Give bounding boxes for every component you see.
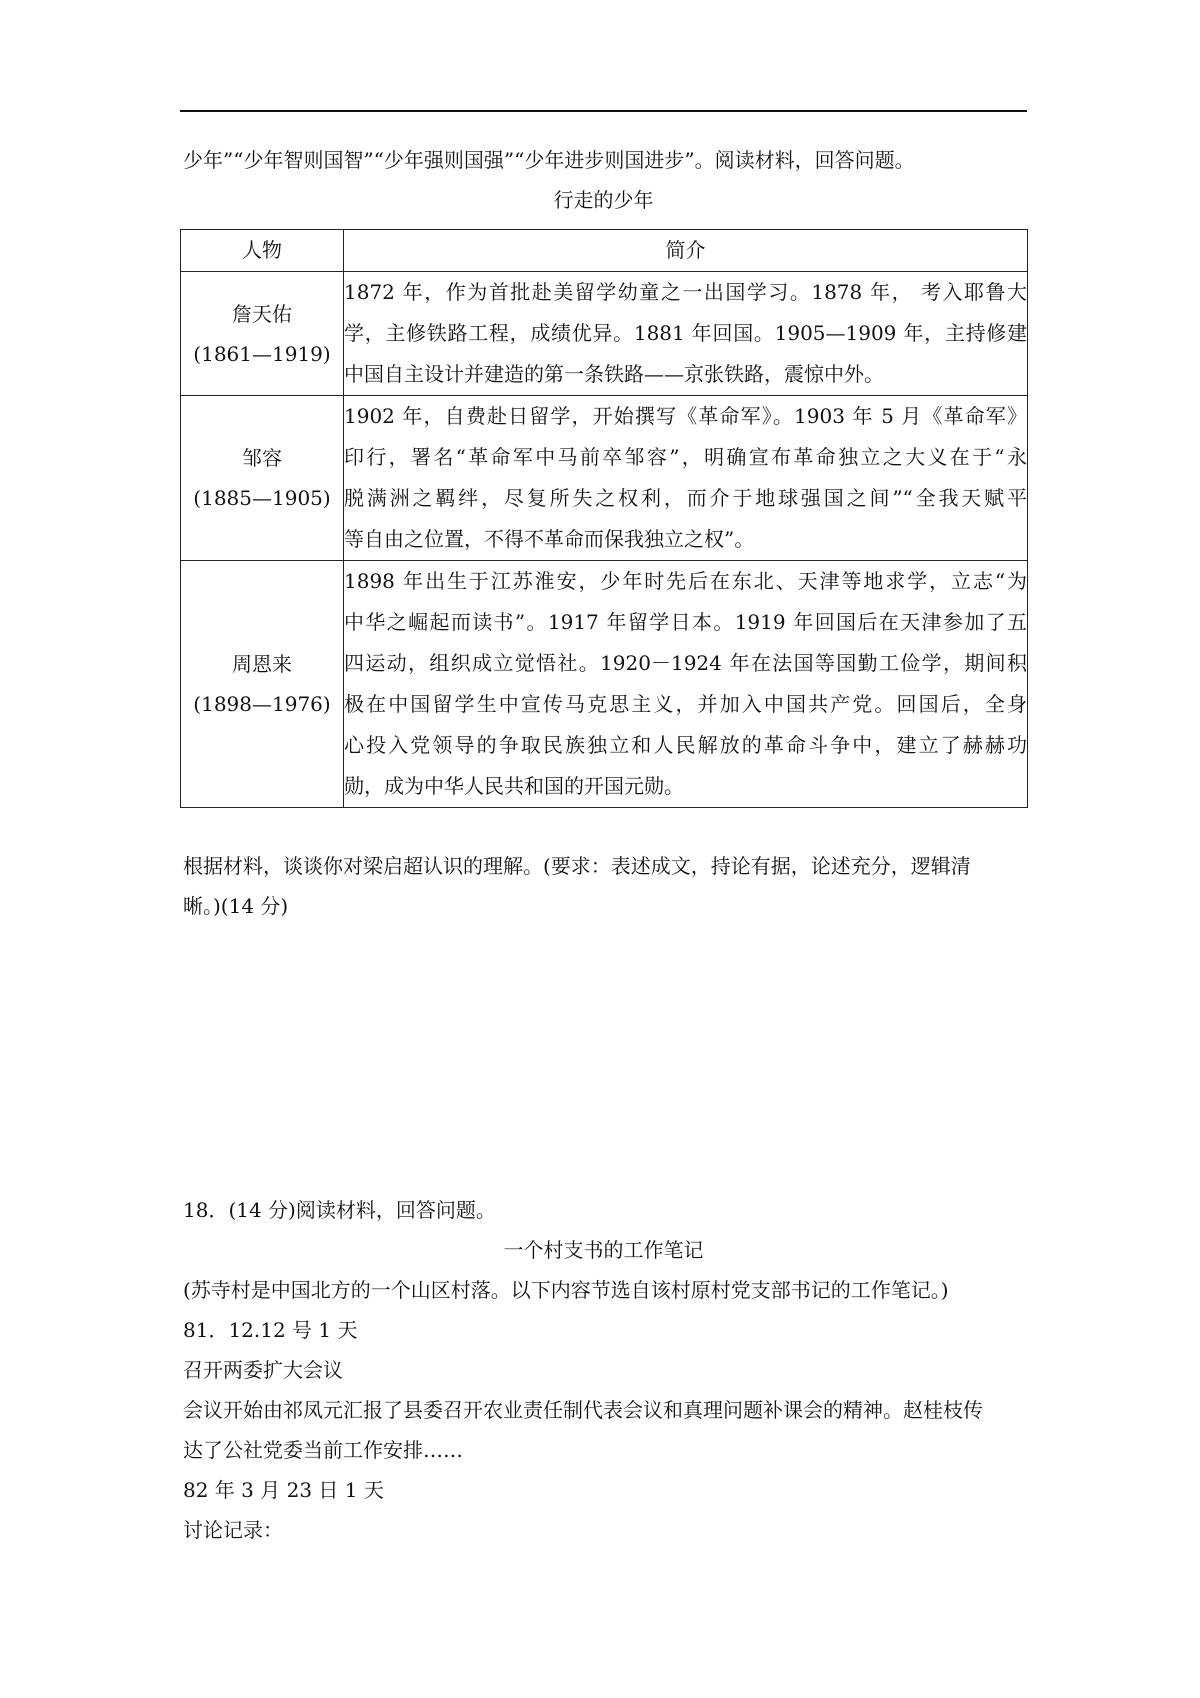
note-entry-date: 81．12.12 号 1 天	[183, 1318, 358, 1342]
continuation-text: 少年”“少年智则国智”“少年强则国强”“少年进步则国进步”。阅读材料，回答问题。	[183, 148, 915, 172]
intro-line: 勋，成为中华人民共和国的开国元勋。	[344, 774, 684, 798]
table-row	[181, 396, 1028, 561]
person-years: (1898—1976)	[193, 692, 331, 716]
biography-table	[180, 229, 1028, 808]
intro-line: 1872 年，作为首批赴美留学幼童之一出国学习。1878 年， 考入耶鲁大	[344, 280, 1027, 304]
intro-line: 中华之崛起而读书”。1917 年留学日本。1919 年回国后在天津参加了五	[344, 610, 1027, 634]
intro-line: 脱满洲之羁绊，尽复所失之权利，而介于地球强国之间”“全我天赋平	[344, 486, 1027, 510]
intro-line: 四运动，组织成立觉悟社。1920－1924 年在法国等国勤工俭学，期间积	[344, 651, 1027, 675]
header-intro: 简介	[344, 230, 1028, 272]
question-17-prompt: 根据材料，谈谈你对梁启超认识的理解。(要求：表述成文，持论有据，论述充分，逻辑清	[183, 854, 971, 878]
intro-line: 中国自主设计并建造的第一条铁路——京张铁路，震惊中外。	[344, 362, 884, 386]
intro-cell	[344, 561, 1028, 808]
question-18-note: (苏寺村是中国北方的一个山区村落。以下内容节选自该村原村党支部书记的工作笔记。)	[183, 1278, 949, 1302]
person-years: (1885—1905)	[193, 486, 331, 510]
person-cell	[181, 561, 344, 808]
note-entry-date: 82 年 3 月 23 日 1 天	[183, 1478, 384, 1502]
question-18-title: 一个村支书的工作笔记	[503, 1238, 704, 1262]
person-cell	[181, 272, 344, 396]
intro-line: 等自由之位置，不得不革命而保我独立之权”。	[344, 527, 755, 551]
person-name: 詹天佑	[232, 301, 292, 326]
intro-cell	[344, 396, 1028, 561]
intro-line: 心投入党领导的争取民族独立和人民解放的革命斗争中，建立了赫赫功	[344, 733, 1027, 757]
table-row	[181, 561, 1028, 808]
question-17-prompt-end: 晰。)(14 分)	[183, 894, 289, 918]
person-name: 邹容	[242, 446, 282, 470]
intro-line: 1898 年出生于江苏淮安，少年时先后在东北、天津等地求学，立志“为	[344, 569, 1027, 593]
intro-line: 印行，署名“革命军中马前卒邹容”，明确宣布革命独立之大义在于“永	[344, 445, 1027, 469]
question-18-intro: 18．(14 分)阅读材料，回答问题。	[183, 1198, 496, 1222]
intro-line: 学，主修铁路工程，成绩优异。1881 年回国。1905—1909 年，主持修建	[344, 321, 1027, 345]
note-entry-body: 达了公社党委当前工作安排……	[183, 1438, 463, 1462]
person-years: (1861—1919)	[193, 341, 331, 366]
intro-line: 极在中国留学生中宣传马克思主义，并加入中国共产党。回国后，全身	[344, 692, 1027, 716]
header-rule	[180, 110, 1027, 112]
table-title: 行走的少年	[553, 188, 654, 212]
header-person: 人物	[181, 230, 344, 272]
table-header-row	[181, 230, 1028, 272]
person-name: 周恩来	[232, 652, 292, 676]
note-entry-title: 召开两委扩大会议	[183, 1358, 343, 1382]
intro-cell	[344, 272, 1028, 396]
table-row	[181, 272, 1028, 396]
intro-line: 1902 年，自费赴日留学，开始撰写《革命军》。1903 年 5 月《革命军》	[344, 404, 1027, 428]
note-entry-body: 会议开始由祁凤元汇报了县委召开农业责任制代表会议和真理问题补课会的精神。赵桂枝传	[183, 1398, 983, 1422]
person-cell	[181, 396, 344, 561]
note-entry-title: 讨论记录：	[183, 1518, 283, 1542]
